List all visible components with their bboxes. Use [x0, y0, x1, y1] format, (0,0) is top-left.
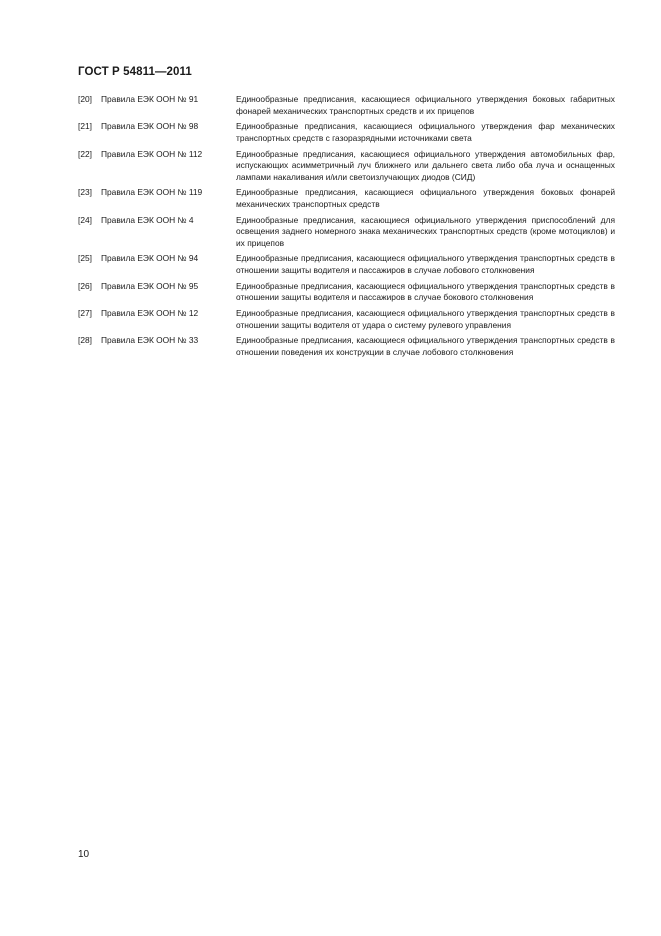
- reference-code: Правила ЕЭК ООН № 94: [101, 253, 199, 264]
- reference-number: [26]: [78, 280, 92, 291]
- reference-list: [78, 94, 615, 363]
- reference-item: [78, 215, 615, 250]
- page-number: 10: [78, 849, 90, 860]
- reference-code: Правила ЕЭК ООН № 95: [101, 280, 199, 291]
- reference-item: [78, 94, 615, 117]
- reference-description: Единообразные предписания, касающиеся официального утверждения приспособлений для освещения заднего номерного знака механических транспортных средств (кроме мотоциклов) и их прицепов: [236, 214, 615, 248]
- reference-number: [21]: [78, 121, 92, 132]
- reference-code: Правила ЕЭК ООН № 119: [101, 187, 203, 198]
- reference-item: [78, 308, 615, 331]
- reference-item: [78, 253, 615, 276]
- reference-code: Правила ЕЭК ООН № 12: [101, 308, 199, 319]
- reference-code: Правила ЕЭК ООН № 91: [101, 94, 199, 104]
- reference-number: [24]: [78, 214, 92, 225]
- reference-code: Правила ЕЭК ООН № 33: [101, 335, 199, 346]
- reference-number: [27]: [78, 308, 92, 319]
- reference-number: [23]: [78, 187, 92, 198]
- reference-description: Единообразные предписания, касающиеся официального утверждения фар механических транспортных средств с газоразрядными источниками света: [236, 121, 615, 143]
- document-header: ГОСТ Р 54811—2011: [78, 66, 192, 78]
- reference-item: [78, 335, 615, 358]
- reference-description: Единообразные предписания, касающиеся официального утверждения транспортных средств в отношении защиты водителя и пассажиров в случае лобового столкновения: [236, 253, 615, 275]
- reference-description: Единообразные предписания, касающиеся официального утверждения боковых габаритных фонарей механических транспортных средств и их прицепов: [236, 94, 615, 116]
- reference-description: Единообразные предписания, касающиеся официального утверждения транспортных средств в отношении защиты водителя от удара о систему рулевого управления: [236, 308, 615, 330]
- reference-number: [28]: [78, 335, 92, 346]
- reference-description: Единообразные предписания, касающиеся официального утверждения автомобильных фар, испускающих асимметричный луч ближнего или дальнего света либо оба луча и оснащенных лампами накаливания и/или светоизлучающих диодов (СИД): [236, 148, 615, 182]
- reference-code: Правила ЕЭК ООН № 112: [101, 148, 203, 159]
- reference-number: [20]: [78, 94, 92, 104]
- reference-description: Единообразные предписания, касающиеся официального утверждения транспортных средств в отношении защиты водителя и пассажиров в случае бокового столкновения: [236, 280, 615, 303]
- reference-item: [78, 121, 615, 144]
- reference-code: Правила ЕЭК ООН № 98: [101, 121, 199, 132]
- reference-item: [78, 281, 615, 304]
- reference-description: Единообразные предписания, касающиеся официального утверждения транспортных средств в отношении поведения их конструкции в случае лобового столкновения: [236, 335, 615, 357]
- reference-item: [78, 149, 615, 184]
- reference-number: [25]: [78, 253, 92, 264]
- reference-number: [22]: [78, 148, 92, 159]
- reference-item: [78, 187, 615, 210]
- reference-code: Правила ЕЭК ООН № 4: [101, 214, 194, 225]
- reference-description: Единообразные предписания, касающиеся официального утверждения боковых фонарей механических транспортных средств: [236, 187, 615, 209]
